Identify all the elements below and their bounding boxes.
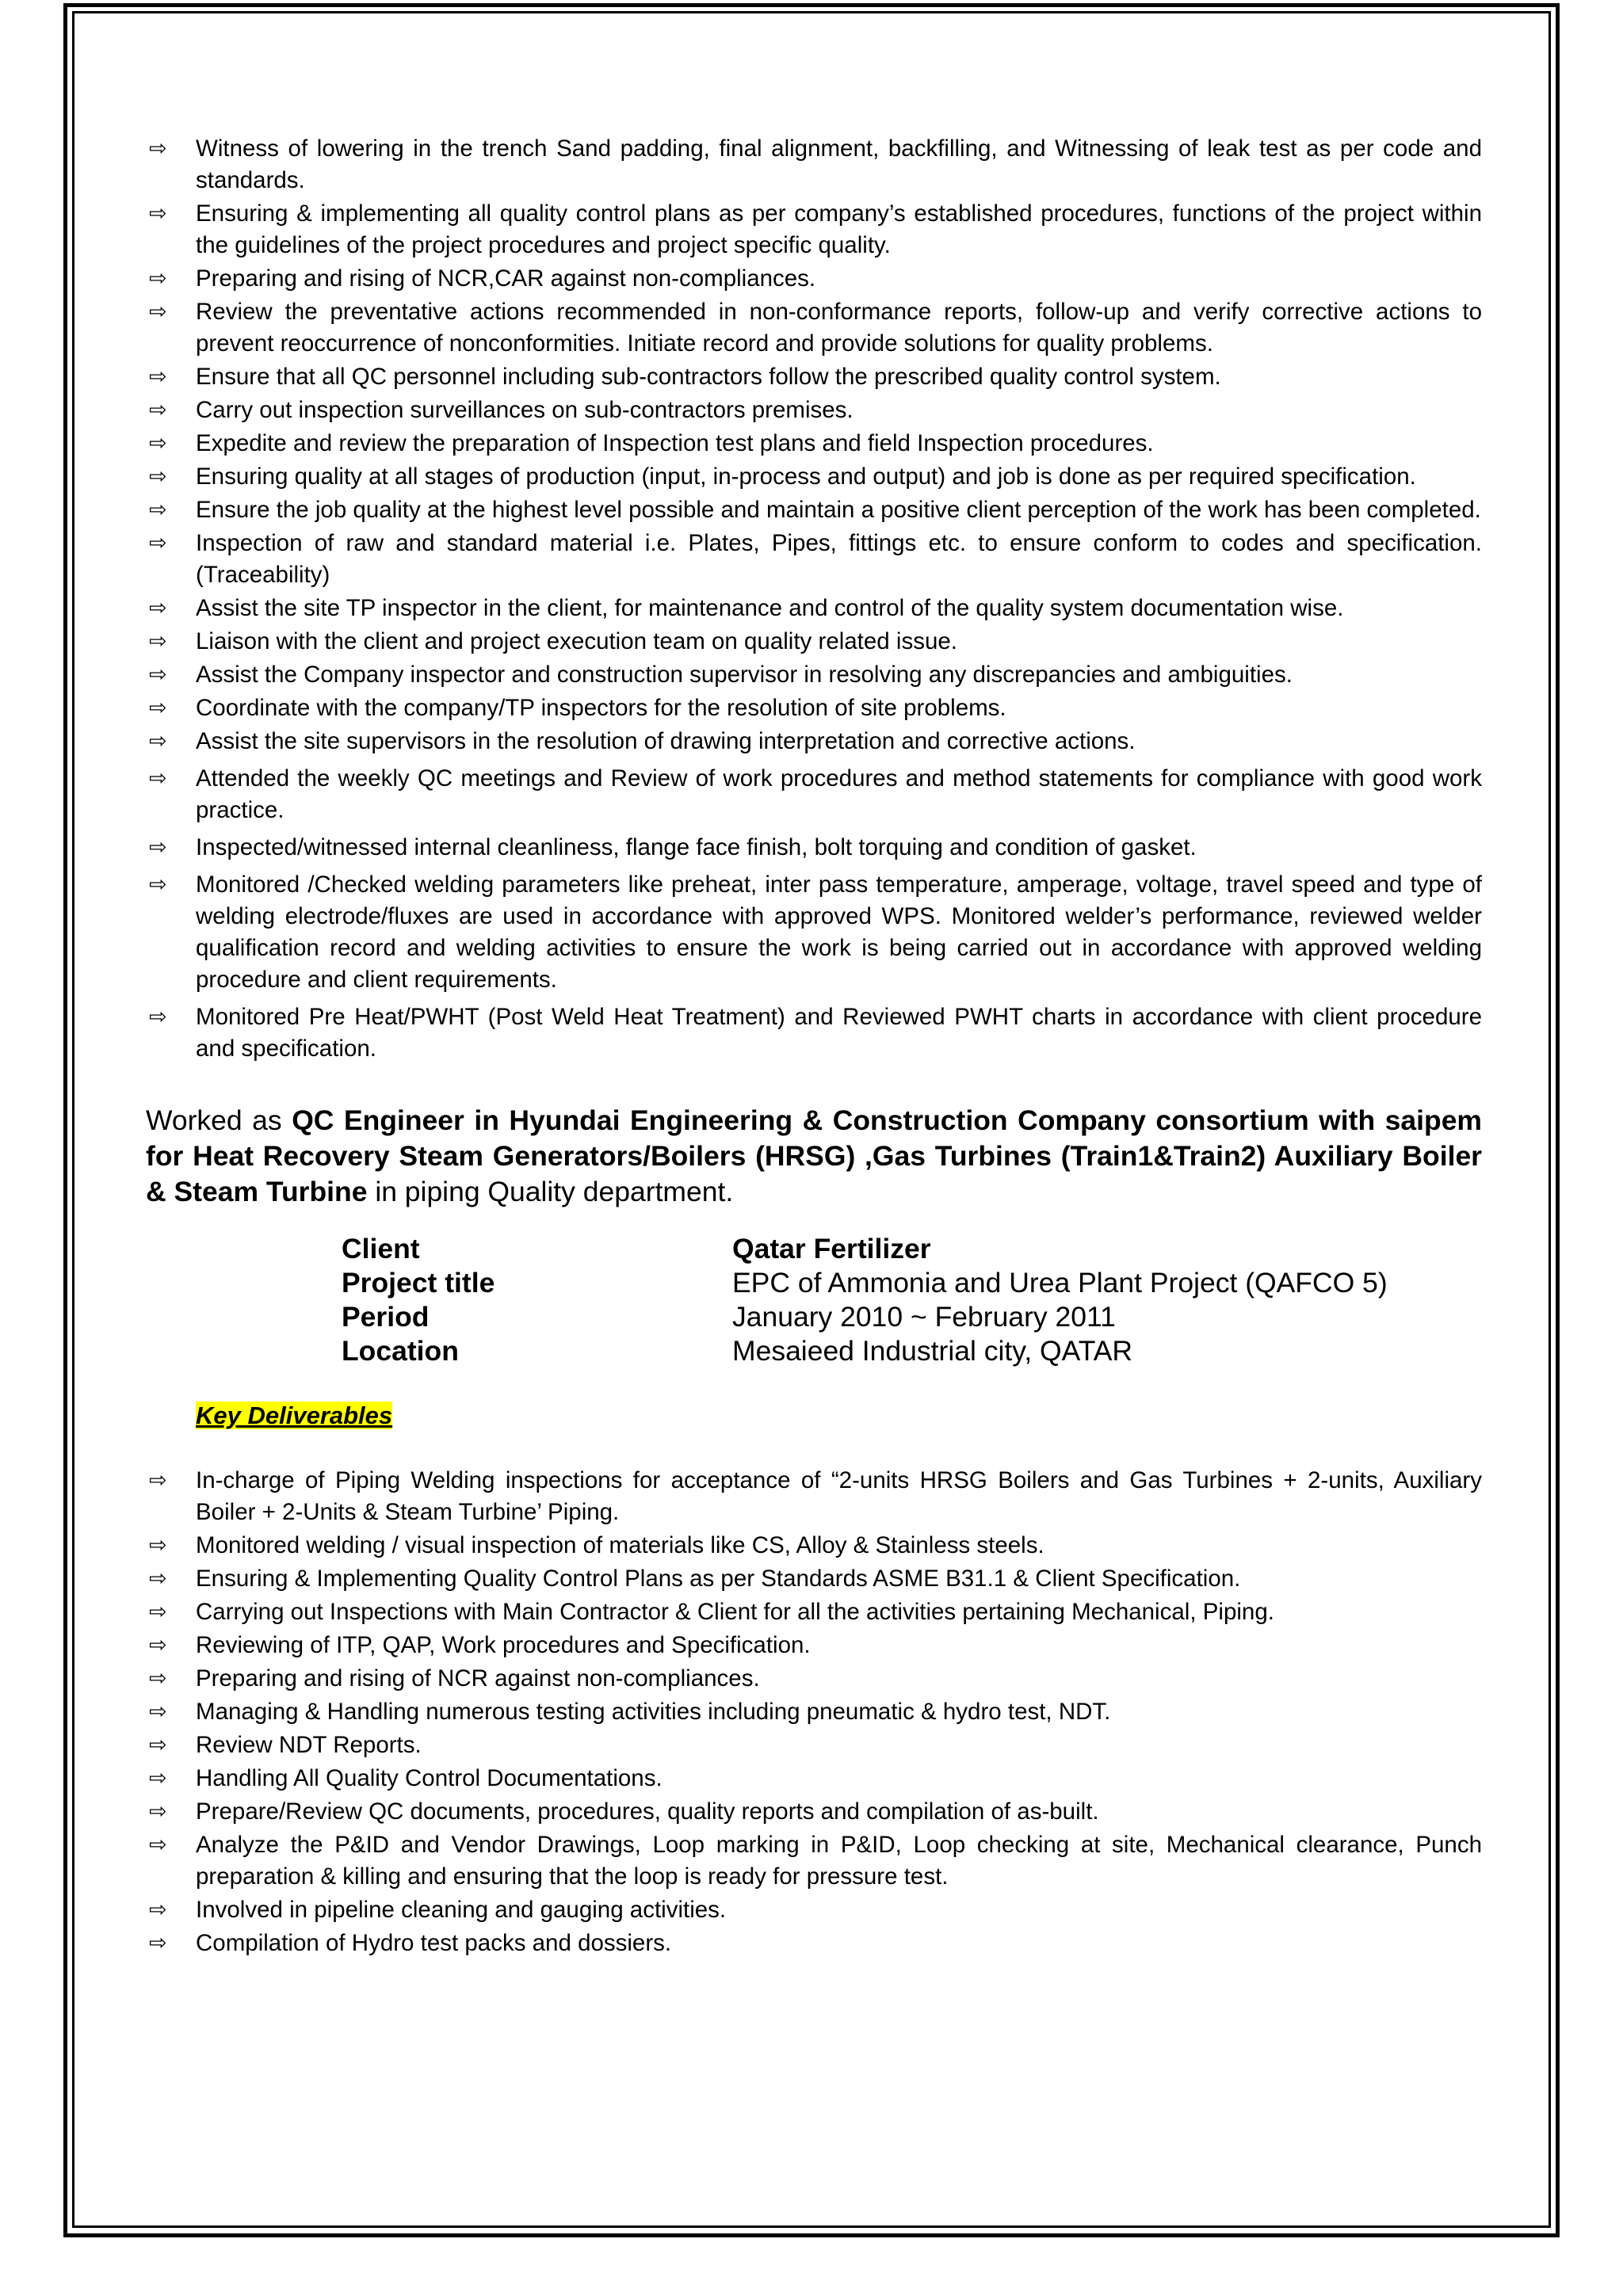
right-arrow-outline-icon: ⇨ bbox=[149, 1468, 167, 1493]
right-arrow-outline-icon: ⇨ bbox=[149, 201, 167, 226]
list-item: ⇨ Analyze the P&ID and Vendor Drawings, Loop marking in P&ID, Loop checking at site, Mechanical clearance, Punch preparation & killing and ensuring that the loop is ready for pressure test. bbox=[146, 1829, 1482, 1893]
list-item: ⇨ Review NDT Reports. bbox=[146, 1730, 1482, 1761]
right-arrow-outline-icon: ⇨ bbox=[149, 1633, 167, 1657]
right-arrow-outline-icon: ⇨ bbox=[149, 364, 167, 389]
list-item: ⇨ Ensuring & Implementing Quality Control Plans as per Standards ASME B31.1 & Client Specification. bbox=[146, 1563, 1482, 1595]
list-item: ⇨ Compilation of Hydro test packs and dossiers. bbox=[146, 1928, 1482, 1959]
right-arrow-outline-icon: ⇨ bbox=[149, 596, 167, 620]
list-item: ⇨ Prepare/Review QC documents, procedures, quality reports and compilation of as-built. bbox=[146, 1796, 1482, 1828]
list-item: ⇨ Liaison with the client and project execution team on quality related issue. bbox=[146, 626, 1482, 658]
right-arrow-outline-icon: ⇨ bbox=[149, 1799, 167, 1824]
right-arrow-outline-icon: ⇨ bbox=[149, 1733, 167, 1757]
list-item: ⇨ Ensuring quality at all stages of production (input, in-process and output) and job is done as per required specification. bbox=[146, 461, 1482, 493]
location-value: Mesaieed Industrial city, QATAR bbox=[732, 1335, 1133, 1367]
duties-list bbox=[146, 133, 1482, 1065]
client-label: Client bbox=[342, 1233, 420, 1264]
list-item: ⇨ Ensuring & implementing all quality control plans as per company’s established procedures, functions of the project within the guidelines of the project procedures and project specific quality. bbox=[146, 198, 1482, 261]
project-row-location bbox=[342, 1334, 1482, 1368]
intro-prefix: Worked as bbox=[146, 1104, 292, 1136]
right-arrow-outline-icon: ⇨ bbox=[149, 1533, 167, 1558]
key-deliverables-heading bbox=[196, 1400, 1482, 1432]
location-label: Location bbox=[342, 1335, 459, 1367]
right-arrow-outline-icon: ⇨ bbox=[149, 136, 167, 161]
list-item: ⇨ Review the preventative actions recommended in non-conformance reports, follow-up and verify corrective actions to prevent reoccurrence of nonconformities. Initiate record and provide solutions for quality problems. bbox=[146, 296, 1482, 360]
right-arrow-outline-icon: ⇨ bbox=[149, 1833, 167, 1857]
period-value: January 2010 ~ February 2011 bbox=[732, 1301, 1116, 1333]
list-item: ⇨ Managing & Handling numerous testing activities including pneumatic & hydro test, NDT. bbox=[146, 1696, 1482, 1728]
right-arrow-outline-icon: ⇨ bbox=[149, 1600, 167, 1624]
list-item: ⇨ Involved in pipeline cleaning and gauging activities. bbox=[146, 1894, 1482, 1926]
list-item: ⇨ Coordinate with the company/TP inspectors for the resolution of site problems. bbox=[146, 692, 1482, 724]
right-arrow-outline-icon: ⇨ bbox=[149, 1005, 167, 1029]
list-item: ⇨ Assist the site supervisors in the resolution of drawing interpretation and corrective actions. bbox=[146, 726, 1482, 757]
project-title-value: EPC of Ammonia and Urea Plant Project (QAFCO 5) bbox=[732, 1267, 1388, 1299]
right-arrow-outline-icon: ⇨ bbox=[149, 835, 167, 860]
deliverables-list bbox=[146, 1465, 1482, 1959]
resume-page-content bbox=[146, 133, 1482, 1961]
job-intro-paragraph bbox=[146, 1103, 1482, 1210]
right-arrow-outline-icon: ⇨ bbox=[149, 662, 167, 687]
project-title-label: Project title bbox=[342, 1267, 495, 1299]
intro-job-title: QC Engineer in Hyundai Engineering & Construction Company consortium with saipem for Heat Recovery Steam Generators/Boilers (HRSG) ,Gas Turbines (Train1&Train2) Auxiliary Boiler & Steam Turbine bbox=[146, 1104, 1482, 1207]
period-label: Period bbox=[342, 1301, 430, 1333]
list-item: ⇨ Monitored Pre Heat/PWHT (Post Weld Heat Treatment) and Reviewed PWHT charts in accordance with client procedure and specification. bbox=[146, 1001, 1482, 1065]
project-row-title bbox=[342, 1266, 1482, 1300]
list-item: ⇨ In-charge of Piping Welding inspections for acceptance of “2-units HRSG Boilers and Gas Turbines + 2-units, Auxiliary Boiler + 2-Units & Steam Turbine’ Piping. bbox=[146, 1465, 1482, 1528]
intro-suffix: in piping Quality department. bbox=[367, 1176, 734, 1207]
right-arrow-outline-icon: ⇨ bbox=[149, 431, 167, 456]
list-item: ⇨ Ensure the job quality at the highest level possible and maintain a positive client perception of the work has been completed. bbox=[146, 494, 1482, 526]
right-arrow-outline-icon: ⇨ bbox=[149, 872, 167, 897]
right-arrow-outline-icon: ⇨ bbox=[149, 1931, 167, 1955]
list-item: ⇨ Assist the site TP inspector in the client, for maintenance and control of the quality system documentation wise. bbox=[146, 593, 1482, 624]
right-arrow-outline-icon: ⇨ bbox=[149, 696, 167, 720]
client-value: Qatar Fertilizer bbox=[732, 1233, 931, 1264]
list-item: ⇨ Ensure that all QC personnel including sub-contractors follow the prescribed quality control system. bbox=[146, 361, 1482, 393]
list-item: ⇨ Witness of lowering in the trench Sand padding, final alignment, backfilling, and Witnessing of leak test as per code and standards. bbox=[146, 133, 1482, 196]
right-arrow-outline-icon: ⇨ bbox=[149, 464, 167, 489]
right-arrow-outline-icon: ⇨ bbox=[149, 1897, 167, 1922]
right-arrow-outline-icon: ⇨ bbox=[149, 629, 167, 654]
list-item: ⇨ Preparing and rising of NCR,CAR against non-compliances. bbox=[146, 263, 1482, 295]
list-item: ⇨ Inspection of raw and standard material i.e. Plates, Pipes, fittings etc. to ensure conform to codes and specification.(Traceability) bbox=[146, 528, 1482, 591]
project-row-client bbox=[342, 1232, 1482, 1266]
list-item: ⇨ Monitored welding / visual inspection of materials like CS, Alloy & Stainless steels. bbox=[146, 1530, 1482, 1562]
project-info-table bbox=[342, 1232, 1482, 1368]
right-arrow-outline-icon: ⇨ bbox=[149, 531, 167, 555]
right-arrow-outline-icon: ⇨ bbox=[149, 766, 167, 791]
right-arrow-outline-icon: ⇨ bbox=[149, 299, 167, 324]
list-item: ⇨ Attended the weekly QC meetings and Review of work procedures and method statements for compliance with good work practice. bbox=[146, 763, 1482, 826]
list-item: ⇨ Reviewing of ITP, QAP, Work procedures and Specification. bbox=[146, 1630, 1482, 1661]
list-item: ⇨ Monitored /Checked welding parameters like preheat, inter pass temperature, amperage, voltage, travel speed and type of welding electrode/fluxes are used in accordance with approved WPS. Monitored welder’s performance, reviewed welder qualification record and welding activities to ensure the work is being carried out in accordance with approved welding procedure and client requirements. bbox=[146, 869, 1482, 996]
right-arrow-outline-icon: ⇨ bbox=[149, 1666, 167, 1691]
list-item: ⇨ Expedite and review the preparation of Inspection test plans and field Inspection procedures. bbox=[146, 428, 1482, 460]
right-arrow-outline-icon: ⇨ bbox=[149, 1766, 167, 1791]
right-arrow-outline-icon: ⇨ bbox=[149, 1566, 167, 1591]
list-item: ⇨ Carrying out Inspections with Main Contractor & Client for all the activities pertaining Mechanical, Piping. bbox=[146, 1596, 1482, 1628]
list-item: ⇨ Preparing and rising of NCR against non-compliances. bbox=[146, 1663, 1482, 1695]
right-arrow-outline-icon: ⇨ bbox=[149, 498, 167, 522]
right-arrow-outline-icon: ⇨ bbox=[149, 729, 167, 753]
project-row-period bbox=[342, 1300, 1482, 1334]
right-arrow-outline-icon: ⇨ bbox=[149, 1699, 167, 1724]
list-item: ⇨ Handling All Quality Control Documentations. bbox=[146, 1763, 1482, 1794]
right-arrow-outline-icon: ⇨ bbox=[149, 266, 167, 291]
list-item: ⇨ Assist the Company inspector and construction supervisor in resolving any discrepancies and ambiguities. bbox=[146, 659, 1482, 691]
key-deliverables-label: Key Deliverables bbox=[196, 1402, 393, 1429]
list-item: ⇨ Inspected/witnessed internal cleanliness, flange face finish, bolt torquing and condition of gasket. bbox=[146, 832, 1482, 864]
list-item: ⇨ Carry out inspection surveillances on sub-contractors premises. bbox=[146, 395, 1482, 426]
right-arrow-outline-icon: ⇨ bbox=[149, 398, 167, 422]
